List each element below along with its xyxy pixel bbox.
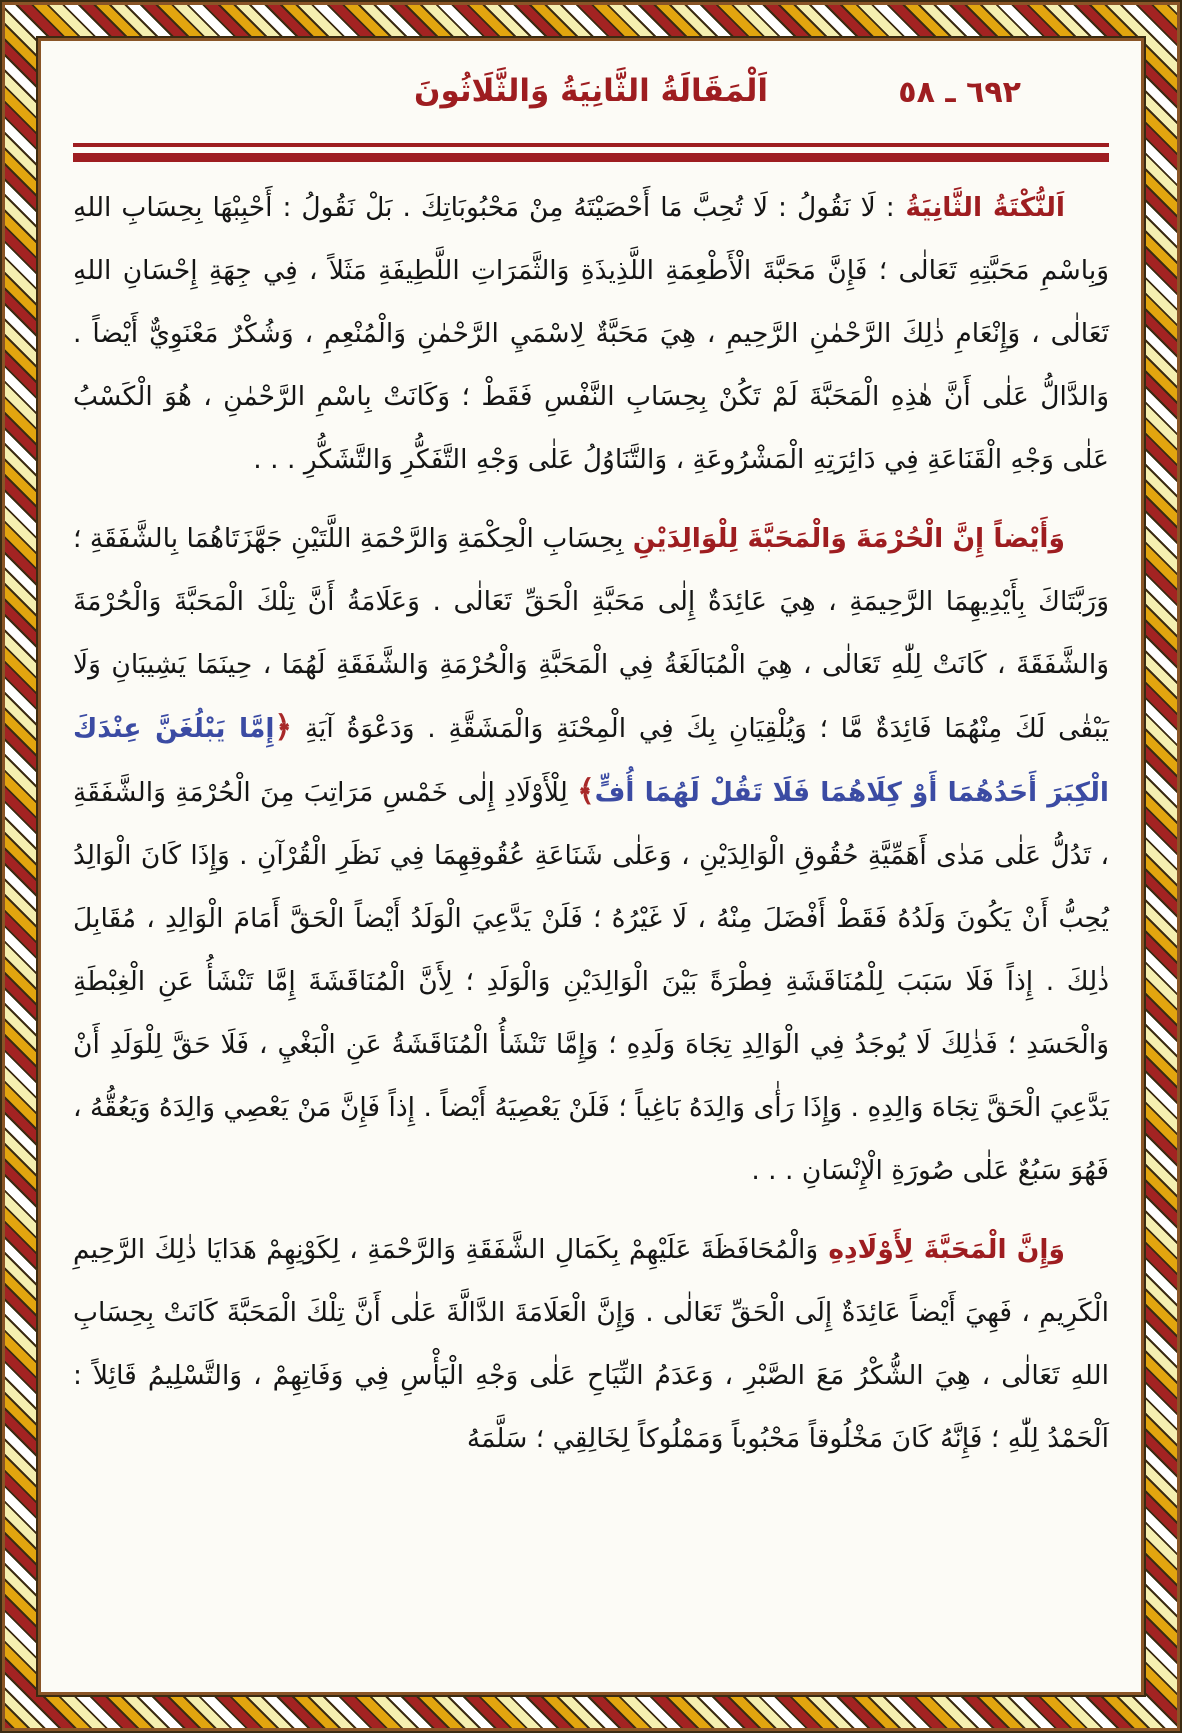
page-title: اَلْمَقَالَةُ الثَّانِيَةُ وَالثَّلَاثُونَ <box>414 73 768 109</box>
paragraph-parents <box>73 507 1109 1202</box>
paragraph-body: لِلْأَوْلَادِ إِلٰى خَمْسِ مَرَاتِبَ مِنَ الْحُرْمَةِ وَالشَّفَقَةِ ، تَدُلُّ عَلٰى مَدٰى أَهَمِّيَّةِ حُقُوقِ الْوَالِدَيْنِ ، وَعَلٰى شَنَاعَةِ عُقُوقِهِمَا فِي نَظَرِ الْقُرْآنِ . وَإِذَا كَانَ الْوَالِدُ يُحِبُّ أَنْ يَكُونَ وَلَدُهُ فَقَطْ أَفْضَلَ مِنْهُ ، لَا غَيْرُهُ ؛ فَلَنْ يَدَّعِيَ الْوَلَدُ أَيْضاً الْحَقَّ أَمَامَ الْوَالِدِ ، مُقَابِلَ ذٰلِكَ . إِذاً فَلَا سَبَبَ لِلْمُنَاقَشَةِ فِطْرَةً بَيْنَ الْوَالِدَيْنِ وَالْوَلَدِ ؛ لِأَنَّ الْمُنَاقَشَةَ إِمَّا تَنْشَأُ عَنِ الْغِبْطَةِ وَالْحَسَدِ ؛ فَذٰلِكَ لَا يُوجَدُ فِي الْوَالِدِ تِجَاهَ وَلَدِهِ ؛ وَإِمَّا تَنْشَأُ الْمُنَاقَشَةُ عَنِ الْبَغْيِ ، فَلَا حَقَّ لِلْوَلَدِ أَنْ يَدَّعِيَ الْحَقَّ تِجَاهَ وَالِدِهِ . وَإِذَا رَأٰى وَالِدَهُ بَاغِياً ؛ فَلَنْ يَعْصِيَهُ أَيْضاً . إِذاً فَإِنَّ مَنْ يَعْصِي وَالِدَهُ وَيَعُقُّهُ ، فَهُوَ سَبُعٌ عَلٰى صُورَةِ الْإِنْسَانِ . . . <box>73 777 1109 1186</box>
paragraph-lead-red: اَلنُّكْتَةُ الثَّانِيَةُ <box>894 192 1065 223</box>
page-number: ٦٩٢ ـ ٥٨ <box>898 75 1021 110</box>
verse-open-bracket: ﴿ <box>274 710 293 745</box>
paragraph-first-point <box>73 176 1109 491</box>
body-text <box>73 176 1109 1470</box>
verse-close-bracket: ﴾ <box>577 774 595 809</box>
page-header <box>73 65 1109 129</box>
paragraph-lead-red: وَأَيْضاً إِنَّ الْحُرْمَةَ وَالْمَحَبَّةَ لِلْوَالِدَيْنِ <box>623 523 1065 554</box>
paragraph-body: وَالْمُحَافَظَةَ عَلَيْهِمْ بِكَمَالِ الشَّفَقَةِ وَالرَّحْمَةِ ، لِكَوْنِهِمْ هَدَايَا ذٰلِكَ الرَّحِيمِ الْكَرِيمِ ، فَهِيَ أَيْضاً عَائِدَةٌ إِلَى الْحَقِّ تَعَالٰى . وَإِنَّ الْعَلَامَةَ الدَّالَّةَ عَلٰى أَنَّ تِلْكَ الْمَحَبَّةَ كَانَتْ بِحِسَابِ اللهِ تَعَالٰى ، هِيَ الشُّكْرُ مَعَ الصَّبْرِ ، وَعَدَمُ النِّيَاحِ عَلٰى وَجْهِ الْيَأْسِ فِي وَفَاتِهِمْ ، وَالتَّسْلِيمُ قَائِلاً : اَلْحَمْدُ لِلّٰهِ ؛ فَإِنَّهُ كَانَ مَخْلُوقاً مَحْبُوباً وَمَمْلُوكاً لِخَالِقِي ؛ سَلَّمَهُ <box>73 1234 1109 1454</box>
paragraph-children <box>73 1218 1109 1470</box>
header-divider <box>73 143 1109 162</box>
quran-verse: إِمَّا يَبْلُغَنَّ عِنْدَكَ الْكِبَرَ أَحَدُهُمَا أَوْ كِلَاهُمَا فَلَا تَقُلْ لَهُمَا أُفٍّ <box>73 713 1109 808</box>
paragraph-lead-red: وَإِنَّ الْمَحَبَّةَ لِأَوْلَادِهِ <box>818 1234 1065 1265</box>
paragraph-body: بِحِسَابِ الْحِكْمَةِ وَالرَّحْمَةِ اللَّتَيْنِ جَهَّزَتَاهُمَا بِالشَّفَقَةِ ؛ وَرَبَّتَاكَ بِأَيْدِيهِمَا الرَّحِيمَةِ ، هِيَ عَائِدَةٌ إِلٰى مَحَبَّةِ الْحَقِّ تَعَالٰى . وَعَلَامَةُ أَنَّ تِلْكَ الْمَحَبَّةَ وَالْحُرْمَةَ وَالشَّفَقَةَ ، كَانَتْ لِلّٰهِ تَعَالٰى ، هِيَ الْمُبَالَغَةُ فِي الْمَحَبَّةِ وَالْحُرْمَةِ وَالشَّفَقَةِ لَهُمَا ، حِينَمَا يَشِيبَانِ وَلَا يَبْقٰى لَكَ مِنْهُمَا فَائِدَةٌ مَّا ؛ وَيُلْقِيَانِ بِكَ فِي الْمِحْنَةِ وَالْمَشَقَّةِ . وَدَعْوَةُ آيَةِ <box>73 523 1109 744</box>
paragraph-body: : لَا نَقُولُ : لَا تُحِبَّ مَا أَحْصَيْتَهُ مِنْ مَحْبُوبَاتِكَ . بَلْ نَقُولُ : أَحْبِبْهَا بِحِسَابِ اللهِ وَبِاسْمِ مَحَبَّتِهِ تَعَالٰى ؛ فَإِنَّ مَحَبَّةَ الْأَطْعِمَةِ اللَّذِيذَةِ وَالثَّمَرَاتِ اللَّطِيفَةِ مَثَلاً ، فِي جِهَةِ إِحْسَانِ اللهِ تَعَالٰى ، وَإِنْعَامِ ذٰلِكَ الرَّحْمٰنِ الرَّحِيمِ ، هِيَ مَحَبَّةٌ لِاسْمَيِ الرَّحْمٰنِ وَالْمُنْعِمِ ، وَشُكْرٌ مَعْنَوِيٌّ أَيْضاً . وَالدَّالُّ عَلٰى أَنَّ هٰذِهِ الْمَحَبَّةَ لَمْ تَكُنْ بِحِسَابِ النَّفْسِ فَقَطْ ؛ وَكَانَتْ بِاسْمِ الرَّحْمٰنِ ، هُوَ الْكَسْبُ عَلٰى وَجْهِ الْقَنَاعَةِ فِي دَائِرَتِهِ الْمَشْرُوعَةِ ، وَالتَّنَاوُلُ عَلٰى وَجْهِ التَّفَكُّرِ وَالتَّشَكُّرِ . . . <box>73 192 1109 475</box>
page-content <box>38 38 1144 1695</box>
